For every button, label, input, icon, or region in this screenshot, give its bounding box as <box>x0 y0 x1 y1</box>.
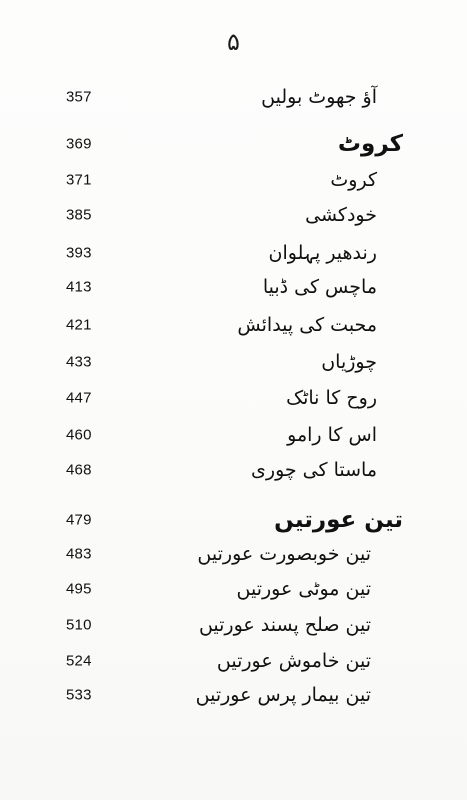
toc-entry-title: تین خوبصورت عورتیں <box>197 543 371 565</box>
toc-entry <box>0 383 467 413</box>
toc-entry-page: 447 <box>66 389 92 407</box>
page-number: ۵ <box>227 28 240 56</box>
toc-entry <box>0 539 467 569</box>
toc-entry-title: خودکشی <box>305 204 377 226</box>
toc-entry-title: ماچس کی ڈبیا <box>262 276 377 298</box>
toc-entry-title: اس کا رامو <box>287 424 377 446</box>
toc-entry-title: تین بیمار پرس عورتیں <box>195 684 371 706</box>
toc-entry <box>0 455 467 485</box>
toc-entry <box>0 420 467 450</box>
toc-entry-page: 421 <box>66 316 92 334</box>
toc-entry-title: آؤ جھوٹ بولیں <box>261 86 377 108</box>
toc-entry <box>0 238 467 268</box>
toc-entry-page: 460 <box>66 426 92 444</box>
toc-entry <box>0 272 467 302</box>
toc-entry-page: 510 <box>66 616 92 634</box>
toc-entry-title: کروٹ <box>330 169 377 191</box>
toc-entry <box>0 82 467 112</box>
toc-entry-page: 495 <box>66 580 92 598</box>
toc-entry <box>0 165 467 195</box>
toc-entry <box>0 610 467 640</box>
toc-entry-page: 371 <box>66 171 92 189</box>
toc-entry-title: ماستا کی چوری <box>251 459 377 481</box>
toc-entry-title: رندھیر پہلوان <box>268 242 377 264</box>
toc-section-title: کروٹ <box>337 131 403 157</box>
toc-entry-page: 393 <box>66 244 92 262</box>
toc-entry <box>0 347 467 377</box>
toc-entry <box>0 646 467 676</box>
toc-entry <box>0 574 467 604</box>
toc-entry-page: 468 <box>66 461 92 479</box>
toc-section-page: 369 <box>66 135 92 153</box>
toc-entry <box>0 310 467 340</box>
toc-entry-title: محبت کی پیدائش <box>237 314 377 336</box>
toc-entry-title: چوڑیاں <box>321 351 377 373</box>
toc-section-heading <box>0 505 467 535</box>
toc-entry-page: 524 <box>66 652 92 670</box>
toc-entry <box>0 200 467 230</box>
toc-section-page: 479 <box>66 511 92 529</box>
toc-section-heading <box>0 129 467 159</box>
toc-entry-page: 533 <box>66 686 92 704</box>
toc-entry-page: 483 <box>66 545 92 563</box>
toc-entry-title: روح کا ناٹک <box>286 387 377 409</box>
toc-entry-title: تین صلح پسند عورتیں <box>198 614 371 636</box>
toc-entry <box>0 680 467 710</box>
toc-entry-title: تین موٹی عورتیں <box>236 578 371 600</box>
toc-entry-page: 433 <box>66 353 92 371</box>
toc-entry-page: 357 <box>66 88 92 106</box>
toc-section-title: تین عورتیں <box>274 507 403 533</box>
toc-entry-page: 385 <box>66 206 92 224</box>
toc-entry-page: 413 <box>66 278 92 296</box>
toc-entry-title: تین خاموش عورتیں <box>216 650 371 672</box>
